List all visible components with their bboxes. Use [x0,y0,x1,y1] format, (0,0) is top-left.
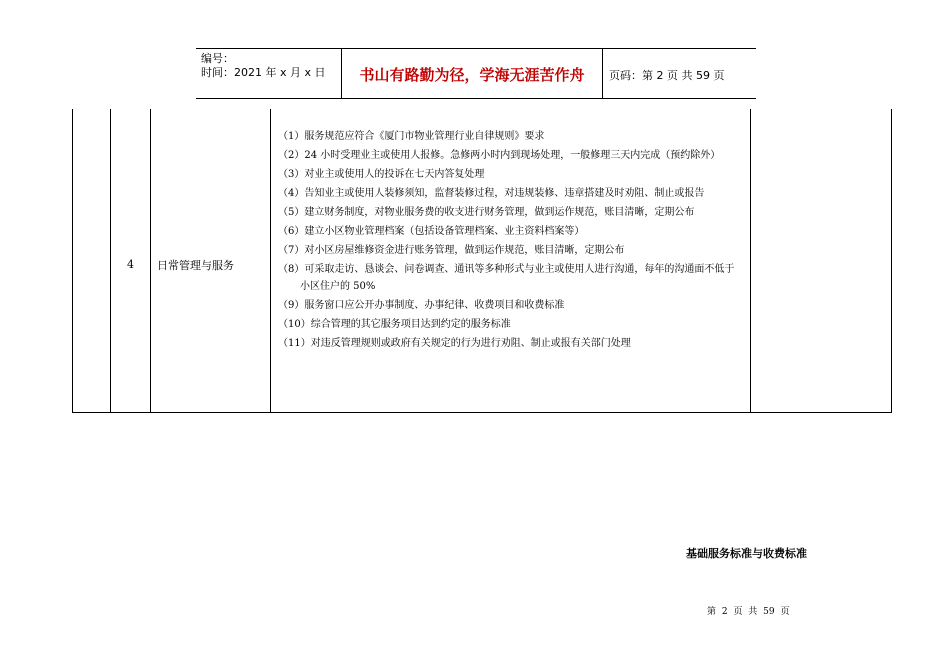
list-item: （5）建立财务制度，对物业服务费的收支进行财务管理，做到运作规范，账目清晰，定期公布 [278,207,695,218]
service-requirements-list [278,128,744,354]
table-row-index: 4 [127,258,134,271]
footer-page-number: 第 2 页 共 59 页 [707,607,790,617]
table-column-divider [150,109,151,412]
document-number-label: 编号： [201,52,234,65]
footer-document-title: 基础服务标准与收费标准 [686,547,807,560]
list-item: （2）24 小时受理业主或使用人报修。急修两小时内到现场处理，一般修理三天内完成（预约除外） [278,150,721,161]
header-motto: 书山有路勤为径，学海无涯苦作舟 [359,66,585,84]
header-page-number: 页码：第 2 页 共 59 页 [609,69,725,82]
list-item: （4）告知业主或使用人装修须知，监督装修过程，对违规装修、违章搭建及时劝阻、制止或报告 [278,188,705,199]
list-item: （9）服务窗口应公开办事制度、办事纪律、收费项目和收费标准 [278,300,565,311]
document-date: 时间：2021 年 x 月 x 日 [201,66,326,79]
table-column-divider [750,109,751,412]
list-item: （1）服务规范应符合《厦门市物业管理行业自律规则》要求 [278,131,545,142]
header-divider [602,49,603,98]
page-header [196,48,756,99]
list-item: （7）对小区房屋维修资金进行账务管理，做到运作规范，账目清晰，定期公布 [278,245,625,256]
list-item: （6）建立小区物业管理档案（包括设备管理档案、业主资料档案等） [278,226,585,237]
header-meta [201,52,326,80]
list-item: （8）可采取走访、恳谈会、问卷调查、通讯等多种形式与业主或使用人进行沟通，每年的沟通面不低于小区住户的 50% [278,264,735,292]
list-item: （11）对违反管理规则或政府有关规定的行为进行劝阻、制止或报有关部门处理 [278,338,631,349]
table-column-divider [270,109,271,412]
table-row-category: 日常管理与服务 [157,259,234,272]
list-item: （10）综合管理的其它服务项目达到约定的服务标准 [278,319,511,330]
list-item: （3）对业主或使用人的投诉在七天内答复处理 [278,169,485,180]
